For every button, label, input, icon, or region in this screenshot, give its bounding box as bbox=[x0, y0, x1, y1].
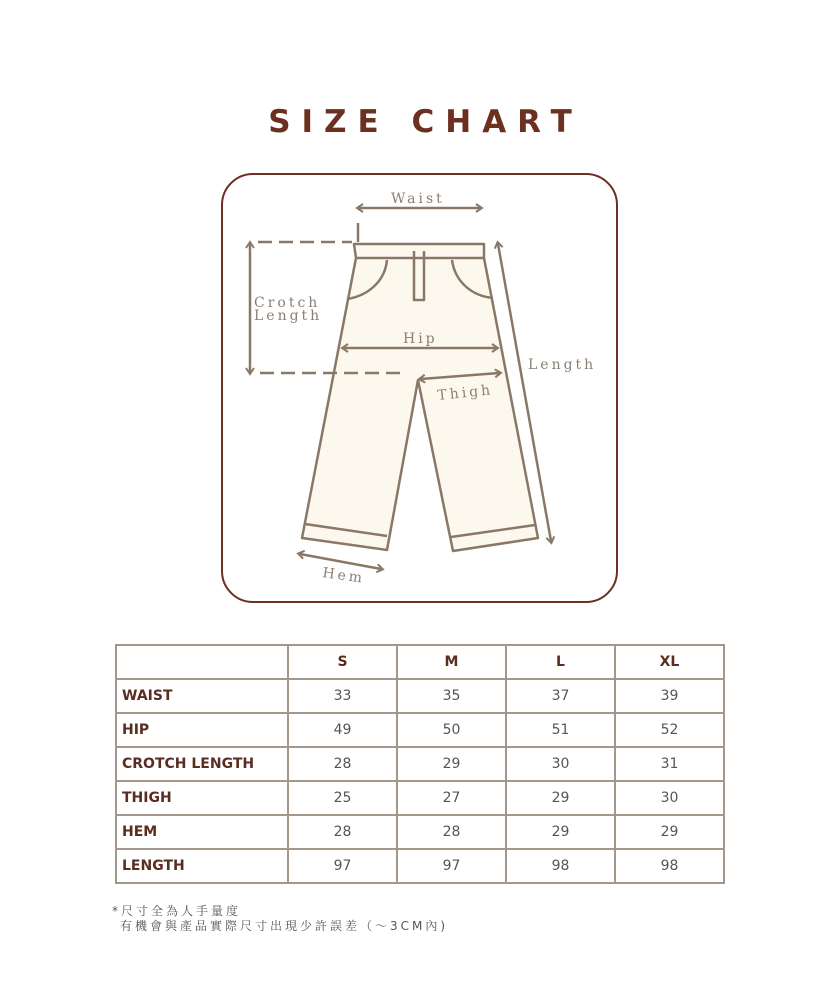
table-row bbox=[116, 747, 724, 781]
length-label: Length bbox=[528, 357, 597, 373]
table-cell: 29 bbox=[506, 781, 615, 815]
column-header-s: S bbox=[288, 645, 397, 679]
pants-illustration bbox=[302, 244, 538, 551]
table-cell: 29 bbox=[506, 815, 615, 849]
table-cell: 27 bbox=[397, 781, 506, 815]
thigh-label: Thigh bbox=[436, 382, 494, 404]
table-cell: 98 bbox=[615, 849, 724, 883]
table-cell: 52 bbox=[615, 713, 724, 747]
crotch-label-line2: Length bbox=[254, 308, 323, 324]
table-cell: 50 bbox=[397, 713, 506, 747]
table-row bbox=[116, 781, 724, 815]
table-cell: 97 bbox=[397, 849, 506, 883]
table-cell: 39 bbox=[615, 679, 724, 713]
size-table bbox=[115, 644, 725, 884]
measurement-note bbox=[112, 904, 448, 934]
table-cell: 49 bbox=[288, 713, 397, 747]
table-row bbox=[116, 679, 724, 713]
hem-label: Hem bbox=[321, 565, 367, 587]
table-cell: 97 bbox=[288, 849, 397, 883]
table-cell: 35 bbox=[397, 679, 506, 713]
table-corner-cell bbox=[116, 645, 288, 679]
table-cell: 28 bbox=[288, 747, 397, 781]
table-cell: 51 bbox=[506, 713, 615, 747]
table-row bbox=[116, 849, 724, 883]
table-cell: 33 bbox=[288, 679, 397, 713]
table-header-row bbox=[116, 645, 724, 679]
table-row bbox=[116, 815, 724, 849]
table-row bbox=[116, 713, 724, 747]
row-label-hem: HEM bbox=[116, 815, 288, 849]
column-header-xl: XL bbox=[615, 645, 724, 679]
row-label-length: LENGTH bbox=[116, 849, 288, 883]
table-cell: 28 bbox=[288, 815, 397, 849]
table-cell: 28 bbox=[397, 815, 506, 849]
note-line-1: *尺寸全為人手量度 bbox=[112, 904, 242, 918]
note-line-2: 有機會與產品實際尺寸出現少許誤差（～3CM內) bbox=[120, 919, 449, 933]
column-header-m: M bbox=[397, 645, 506, 679]
table-cell: 30 bbox=[506, 747, 615, 781]
table-cell: 25 bbox=[288, 781, 397, 815]
table-cell: 98 bbox=[506, 849, 615, 883]
table-cell: 29 bbox=[615, 815, 724, 849]
column-header-l: L bbox=[506, 645, 615, 679]
table-cell: 29 bbox=[397, 747, 506, 781]
page-title: SIZE CHART bbox=[268, 104, 583, 140]
row-label-crotch-length: CROTCH LENGTH bbox=[116, 747, 288, 781]
waist-label: Waist bbox=[391, 191, 445, 207]
row-label-hip: HIP bbox=[116, 713, 288, 747]
row-label-thigh: THIGH bbox=[116, 781, 288, 815]
table-cell: 30 bbox=[615, 781, 724, 815]
table-cell: 31 bbox=[615, 747, 724, 781]
hip-label: Hip bbox=[403, 331, 438, 347]
row-label-waist: WAIST bbox=[116, 679, 288, 713]
table-cell: 37 bbox=[506, 679, 615, 713]
crotch-label-line1: Crotch bbox=[254, 295, 321, 311]
